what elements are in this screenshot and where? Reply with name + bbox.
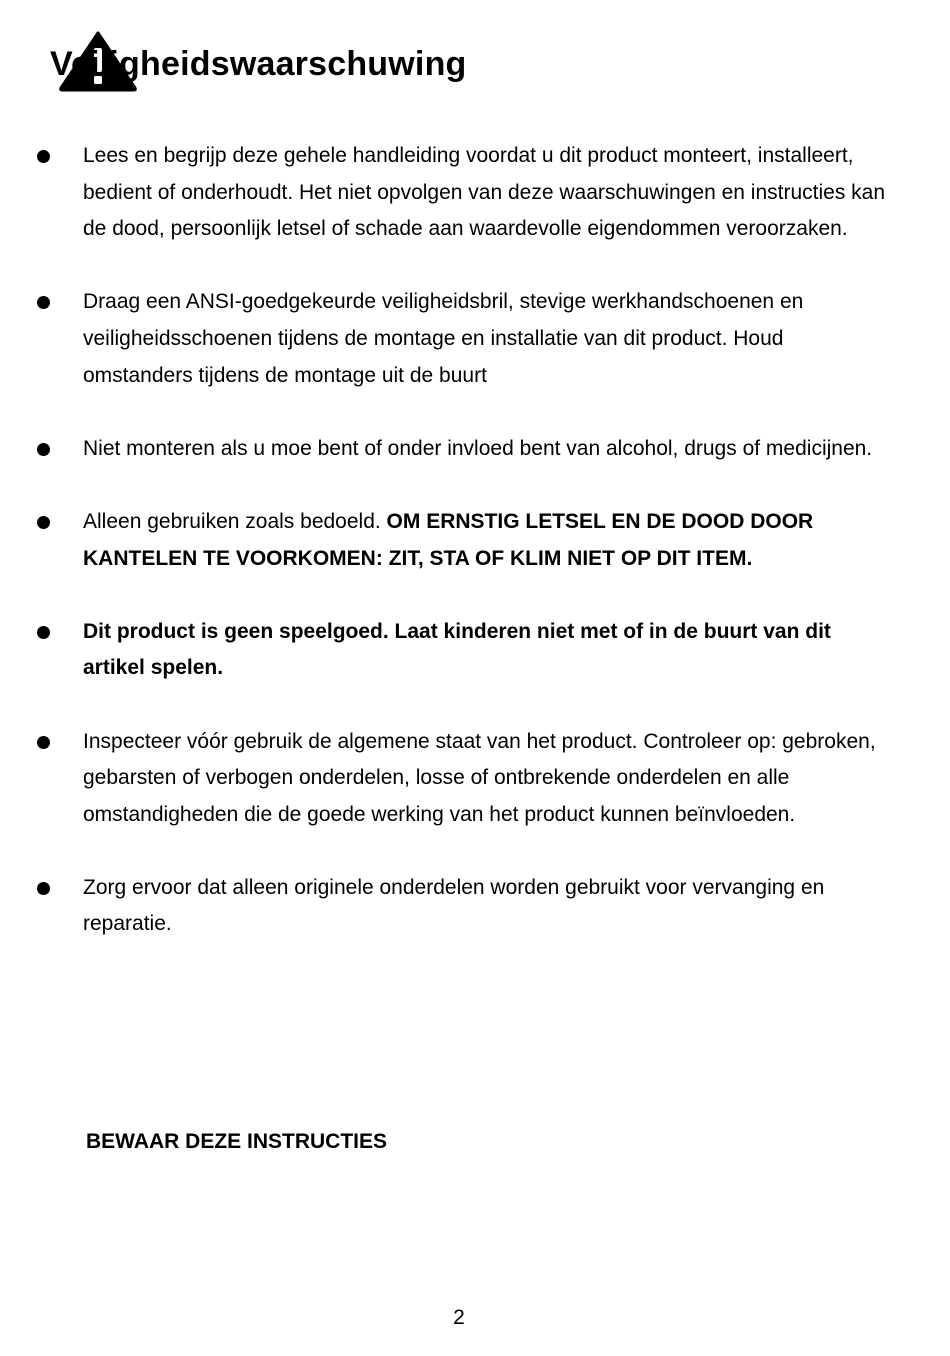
page-title: Veiligheidswaarschuwing (50, 45, 467, 83)
warning-item (0, 138, 950, 248)
save-instructions-note: BEWAAR DEZE INSTRUCTIES (86, 1130, 388, 1153)
warning-emphasis-text: Dit product is geen speelgoed. Laat kinderen niet met of in de buurt van dit artikel spelen. (83, 619, 831, 680)
bullet-icon (37, 150, 50, 163)
warning-emphasis-text: OM ERNSTIG LETSEL EN DE DOOD DOOR KANTELEN TE VOORKOMEN: ZIT, STA OF KLIM NIET OP DIT ITEM. (83, 509, 814, 570)
warning-text: Alleen gebruiken zoals bedoeld. (83, 509, 387, 533)
warning-item (0, 614, 950, 687)
bullet-icon (37, 882, 50, 895)
warning-text: Zorg ervoor dat alleen originele onderdelen worden gebruikt voor vervanging en reparatie. (83, 875, 825, 936)
warning-item (0, 724, 950, 834)
warning-text: Niet monteren als u moe bent of onder invloed bent van alcohol, drugs of medicijnen. (83, 436, 873, 460)
warning-item (0, 870, 950, 943)
bullet-icon (37, 516, 50, 529)
bullet-icon (37, 443, 50, 456)
warning-item (0, 504, 950, 577)
warning-item (0, 284, 950, 394)
page-number: 2 (453, 1306, 465, 1329)
bullet-icon (37, 626, 50, 639)
warning-text: Inspecteer vóór gebruik de algemene staat van het product. Controleer op: gebroken, gebarsten of verbogen onderdelen, losse of ontbrekende onderdelen en alle omstandigheden die de goede werking van het product kunnen beïnvloeden. (83, 729, 876, 826)
warning-text: Draag een ANSI-goedgekeurde veiligheidsbril, stevige werkhandschoenen en veiligheidsschoenen tijdens de montage en installatie van dit product. Houd omstanders tijdens de montage uit de buurt (83, 290, 804, 387)
warning-text: Lees en begrijp deze gehele handleiding voordat u dit product monteert, installeert, bedient of onderhoudt. Het niet opvolgen van deze waarschuwingen en instructies kan de dood, persoonlijk letsel of schade aan waardevolle eigendommen veroorzaken. (83, 144, 886, 241)
warning-list (0, 138, 950, 980)
warning-item (0, 431, 950, 468)
page-header (50, 30, 470, 94)
bullet-icon (37, 736, 50, 749)
bullet-icon (37, 296, 50, 309)
